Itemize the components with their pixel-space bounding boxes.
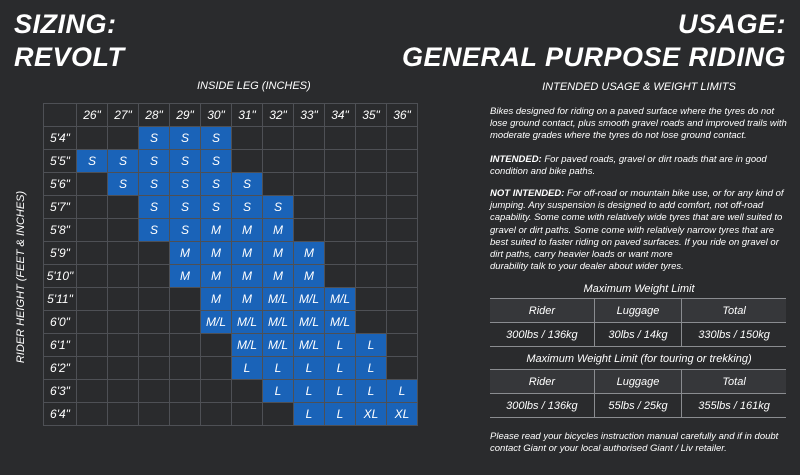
- empty-size-cell: [77, 380, 108, 403]
- frame-size-cell: L: [356, 357, 387, 380]
- empty-size-cell: [139, 403, 170, 426]
- frame-size-cell: S: [170, 127, 201, 150]
- frame-size-cell: M: [201, 219, 232, 242]
- touring-value-luggage: 55lbs / 25kg: [594, 394, 681, 418]
- rider-height-row-header: 5'11": [44, 288, 77, 311]
- weight-limit-title: Maximum Weight Limit: [583, 283, 695, 295]
- size-chart-row: [44, 150, 418, 173]
- empty-size-cell: [356, 311, 387, 334]
- frame-size-cell: S: [201, 127, 232, 150]
- empty-size-cell: [77, 403, 108, 426]
- empty-size-cell: [356, 173, 387, 196]
- usage-title-line1: USAGE:: [677, 9, 786, 39]
- not-intended-paragraph: [490, 188, 788, 261]
- rider-height-row-header: 6'2": [44, 357, 77, 380]
- empty-size-cell: [170, 403, 201, 426]
- size-chart-row: [44, 265, 418, 288]
- inside-leg-axis-label: INSIDE LEG (INCHES): [197, 80, 311, 92]
- size-chart-row: [44, 219, 418, 242]
- touring-weight-header-row: [490, 370, 786, 394]
- frame-size-cell: L: [232, 357, 263, 380]
- empty-size-cell: [139, 357, 170, 380]
- empty-size-cell: [387, 127, 418, 150]
- frame-size-cell: M: [263, 265, 294, 288]
- empty-size-cell: [77, 196, 108, 219]
- frame-size-cell: M: [201, 242, 232, 265]
- frame-size-cell: M/L: [263, 334, 294, 357]
- frame-size-cell: M: [263, 219, 294, 242]
- frame-size-cell: M: [232, 288, 263, 311]
- empty-size-cell: [108, 219, 139, 242]
- size-chart-header-row: [44, 104, 418, 127]
- empty-size-cell: [356, 242, 387, 265]
- frame-size-cell: S: [201, 196, 232, 219]
- empty-size-cell: [77, 334, 108, 357]
- empty-size-cell: [139, 242, 170, 265]
- not-intended-text: For off-road or mountain bike use, or for any kind of jumping. Any suspension is designed to add comfort, not off-road capability. Some come with relatively wide tyres that are well suited to gravel or dirt paths. Some come with relatively narrow tyres that are best suited to faster riding on paved surfaces. If you ride on gravel or dirt paths, carry heavier loads or want more: [490, 188, 784, 261]
- frame-size-cell: M/L: [263, 311, 294, 334]
- size-chart-row: [44, 311, 418, 334]
- touring-value-rider: 300lbs / 136kg: [490, 394, 594, 418]
- frame-size-cell: M: [201, 288, 232, 311]
- size-chart-row: [44, 380, 418, 403]
- size-chart-row: [44, 357, 418, 380]
- frame-size-cell: L: [387, 380, 418, 403]
- size-chart-row: [44, 127, 418, 150]
- weight-value-rider: 300lbs / 136kg: [490, 323, 594, 347]
- frame-size-cell: L: [325, 380, 356, 403]
- frame-size-cell: S: [139, 127, 170, 150]
- frame-size-cell: M: [232, 265, 263, 288]
- empty-size-cell: [232, 380, 263, 403]
- sizing-title: [14, 8, 125, 74]
- empty-size-cell: [263, 150, 294, 173]
- empty-size-cell: [294, 196, 325, 219]
- size-chart-row: [44, 334, 418, 357]
- empty-size-cell: [139, 265, 170, 288]
- frame-size-cell: L: [263, 380, 294, 403]
- touring-weight-limit-title: Maximum Weight Limit (for touring or trekking): [526, 353, 752, 365]
- size-chart-row: [44, 288, 418, 311]
- empty-size-cell: [77, 173, 108, 196]
- touring-header-total: Total: [682, 370, 786, 394]
- inside-leg-column-header: 34": [325, 104, 356, 127]
- empty-size-cell: [108, 242, 139, 265]
- empty-size-cell: [263, 127, 294, 150]
- empty-size-cell: [232, 403, 263, 426]
- frame-size-cell: M/L: [325, 311, 356, 334]
- inside-leg-column-header: 29": [170, 104, 201, 127]
- empty-size-cell: [77, 311, 108, 334]
- size-chart-body: [44, 127, 418, 426]
- frame-size-cell: S: [232, 173, 263, 196]
- rider-height-row-header: 5'5": [44, 150, 77, 173]
- empty-size-cell: [325, 173, 356, 196]
- empty-size-cell: [356, 288, 387, 311]
- frame-size-cell: M: [170, 265, 201, 288]
- frame-size-cell: S: [108, 150, 139, 173]
- intended-text: For paved roads, gravel or dirt roads that are in good condition and bike paths.: [490, 154, 767, 178]
- frame-size-cell: S: [170, 150, 201, 173]
- frame-size-cell: L: [356, 334, 387, 357]
- empty-size-cell: [325, 127, 356, 150]
- size-chart-row: [44, 196, 418, 219]
- frame-size-cell: S: [170, 196, 201, 219]
- empty-size-cell: [387, 311, 418, 334]
- empty-size-cell: [294, 173, 325, 196]
- inside-leg-column-header: 31": [232, 104, 263, 127]
- empty-size-cell: [356, 265, 387, 288]
- frame-size-cell: L: [294, 380, 325, 403]
- weight-header-luggage: Luggage: [594, 299, 681, 323]
- empty-size-cell: [201, 403, 232, 426]
- empty-size-cell: [387, 242, 418, 265]
- intended-label: INTENDED:: [490, 154, 542, 165]
- frame-size-cell: S: [139, 150, 170, 173]
- frame-size-cell: S: [263, 196, 294, 219]
- empty-size-cell: [263, 403, 294, 426]
- frame-size-cell: L: [325, 334, 356, 357]
- frame-size-cell: S: [139, 196, 170, 219]
- empty-size-cell: [325, 242, 356, 265]
- rider-height-row-header: 6'0": [44, 311, 77, 334]
- frame-size-cell: M/L: [263, 288, 294, 311]
- rider-height-row-header: 5'7": [44, 196, 77, 219]
- frame-size-cell: L: [263, 357, 294, 380]
- empty-size-cell: [325, 150, 356, 173]
- empty-size-cell: [108, 334, 139, 357]
- inside-leg-column-header: 28": [139, 104, 170, 127]
- empty-size-cell: [170, 288, 201, 311]
- intended-paragraph: [490, 154, 788, 178]
- frame-size-cell: M/L: [325, 288, 356, 311]
- rider-height-row-header: 6'1": [44, 334, 77, 357]
- empty-size-cell: [108, 196, 139, 219]
- inside-leg-column-header: 36": [387, 104, 418, 127]
- empty-size-cell: [139, 311, 170, 334]
- empty-size-cell: [77, 357, 108, 380]
- empty-size-cell: [294, 219, 325, 242]
- frame-size-cell: M: [170, 242, 201, 265]
- frame-size-cell: L: [294, 403, 325, 426]
- frame-size-cell: M: [232, 242, 263, 265]
- frame-size-cell: S: [77, 150, 108, 173]
- empty-size-cell: [325, 219, 356, 242]
- empty-size-cell: [294, 150, 325, 173]
- frame-size-cell: S: [170, 173, 201, 196]
- empty-size-cell: [139, 380, 170, 403]
- rider-height-row-header: 5'10": [44, 265, 77, 288]
- frame-size-cell: M: [201, 265, 232, 288]
- frame-size-cell: M: [232, 219, 263, 242]
- inside-leg-column-header: 32": [263, 104, 294, 127]
- empty-size-cell: [387, 150, 418, 173]
- weight-header-total: Total: [682, 299, 786, 323]
- empty-size-cell: [108, 403, 139, 426]
- frame-size-cell: M: [294, 242, 325, 265]
- usage-subtitle: INTENDED USAGE & WEIGHT LIMITS: [542, 81, 736, 93]
- rider-height-row-header: 5'4": [44, 127, 77, 150]
- inside-leg-column-header: 33": [294, 104, 325, 127]
- frame-size-cell: S: [232, 196, 263, 219]
- empty-size-cell: [170, 334, 201, 357]
- frame-size-cell: L: [325, 357, 356, 380]
- frame-size-cell: XL: [387, 403, 418, 426]
- touring-header-luggage: Luggage: [594, 370, 681, 394]
- frame-size-cell: L: [294, 357, 325, 380]
- frame-size-cell: M/L: [232, 334, 263, 357]
- empty-size-cell: [77, 127, 108, 150]
- frame-size-cell: L: [356, 380, 387, 403]
- empty-size-cell: [170, 357, 201, 380]
- inside-leg-column-header: 35": [356, 104, 387, 127]
- rider-height-row-header: 5'6": [44, 173, 77, 196]
- sizing-title-line1: SIZING:: [14, 9, 117, 39]
- size-chart-corner: [44, 104, 77, 127]
- rider-height-row-header: 6'3": [44, 380, 77, 403]
- inside-leg-column-header: 30": [201, 104, 232, 127]
- footer-note: Please read your bicycles instruction manual carefully and if in doubt contact Giant or your local authorised Giant / Liv retailer.: [490, 431, 779, 455]
- not-intended-paragraph-end: durability talk to your dealer about wider tyres.: [490, 261, 684, 272]
- empty-size-cell: [387, 219, 418, 242]
- empty-size-cell: [139, 334, 170, 357]
- weight-value-total: 330lbs / 150kg: [682, 323, 786, 347]
- frame-size-cell: L: [325, 403, 356, 426]
- touring-header-rider: Rider: [490, 370, 594, 394]
- weight-header-rider: Rider: [490, 299, 594, 323]
- empty-size-cell: [201, 380, 232, 403]
- inside-leg-column-header: 26": [77, 104, 108, 127]
- weight-limit-value-row: [490, 323, 786, 347]
- frame-size-cell: M/L: [294, 311, 325, 334]
- empty-size-cell: [387, 357, 418, 380]
- empty-size-cell: [387, 334, 418, 357]
- frame-size-cell: S: [170, 219, 201, 242]
- empty-size-cell: [170, 380, 201, 403]
- weight-limit-table: [490, 298, 786, 347]
- frame-size-cell: S: [201, 150, 232, 173]
- frame-size-cell: XL: [356, 403, 387, 426]
- empty-size-cell: [387, 196, 418, 219]
- empty-size-cell: [170, 311, 201, 334]
- empty-size-cell: [77, 219, 108, 242]
- empty-size-cell: [108, 288, 139, 311]
- usage-title-line2: GENERAL PURPOSE RIDING: [401, 42, 786, 72]
- empty-size-cell: [356, 127, 387, 150]
- frame-size-cell: S: [108, 173, 139, 196]
- size-chart-row: [44, 173, 418, 196]
- size-chart-row: [44, 242, 418, 265]
- empty-size-cell: [263, 173, 294, 196]
- empty-size-cell: [139, 288, 170, 311]
- empty-size-cell: [108, 265, 139, 288]
- touring-value-total: 355lbs / 161kg: [682, 394, 786, 418]
- empty-size-cell: [387, 173, 418, 196]
- rider-height-axis-label: RIDER HEIGHT (FEET & INCHES): [15, 190, 27, 364]
- rider-height-row-header: 5'9": [44, 242, 77, 265]
- usage-description: Bikes designed for riding on a paved surface where the tyres do not lose ground contact, plus smooth gravel roads and improved trails with moderate grades where the tyres do not lose ground contact.: [490, 106, 787, 142]
- frame-size-cell: S: [201, 173, 232, 196]
- frame-size-cell: M/L: [294, 334, 325, 357]
- inside-leg-column-header: 27": [108, 104, 139, 127]
- empty-size-cell: [387, 288, 418, 311]
- weight-limit-header-row: [490, 299, 786, 323]
- empty-size-cell: [294, 127, 325, 150]
- empty-size-cell: [77, 288, 108, 311]
- empty-size-cell: [356, 219, 387, 242]
- frame-size-cell: M/L: [201, 311, 232, 334]
- empty-size-cell: [77, 265, 108, 288]
- empty-size-cell: [108, 380, 139, 403]
- touring-weight-limit-table: [490, 369, 786, 418]
- empty-size-cell: [108, 357, 139, 380]
- empty-size-cell: [232, 150, 263, 173]
- weight-value-luggage: 30lbs / 14kg: [594, 323, 681, 347]
- frame-size-cell: M: [263, 242, 294, 265]
- frame-size-cell: M: [294, 265, 325, 288]
- empty-size-cell: [356, 150, 387, 173]
- usage-title: [402, 8, 786, 74]
- empty-size-cell: [232, 127, 263, 150]
- rider-height-row-header: 5'8": [44, 219, 77, 242]
- empty-size-cell: [325, 196, 356, 219]
- frame-size-cell: S: [139, 173, 170, 196]
- frame-size-cell: S: [139, 219, 170, 242]
- touring-weight-value-row: [490, 394, 786, 418]
- empty-size-cell: [387, 265, 418, 288]
- empty-size-cell: [77, 242, 108, 265]
- empty-size-cell: [108, 127, 139, 150]
- rider-height-row-header: 6'4": [44, 403, 77, 426]
- size-chart-row: [44, 403, 418, 426]
- empty-size-cell: [325, 265, 356, 288]
- empty-size-cell: [201, 357, 232, 380]
- empty-size-cell: [108, 311, 139, 334]
- empty-size-cell: [201, 334, 232, 357]
- sizing-title-line2: REVOLT: [14, 42, 125, 72]
- empty-size-cell: [356, 196, 387, 219]
- frame-size-cell: M/L: [232, 311, 263, 334]
- frame-size-cell: M/L: [294, 288, 325, 311]
- not-intended-label: NOT INTENDED:: [490, 188, 565, 199]
- size-chart-table: [43, 103, 418, 426]
